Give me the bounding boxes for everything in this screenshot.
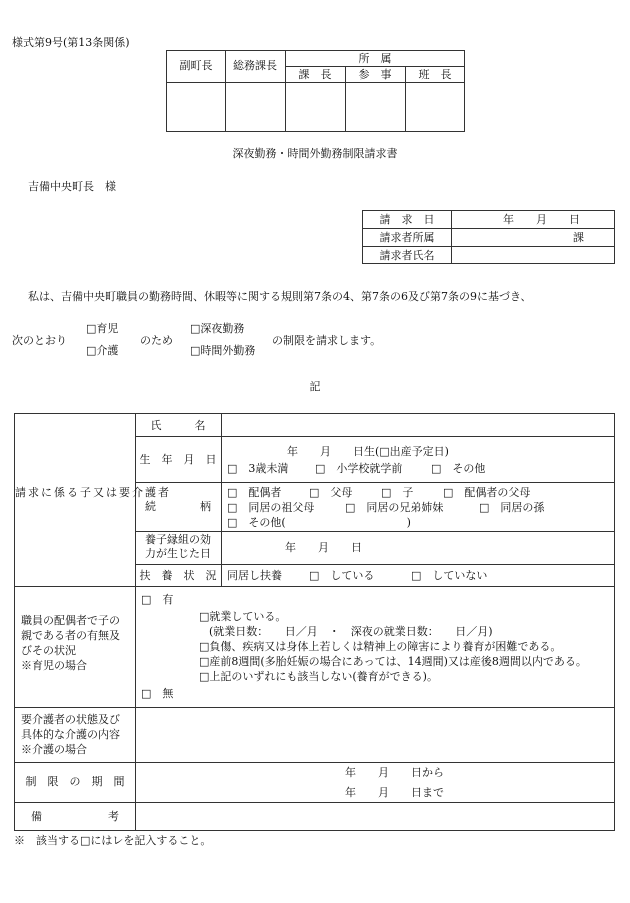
page-title: 深夜勤務・時間外勤務制限請求書 <box>232 147 398 160</box>
relation-label: 続 柄 <box>145 500 211 513</box>
adoption-label-2: 力が生じた日 <box>145 547 211 560</box>
spouse-label-2: 親である者の有無及 <box>21 629 120 642</box>
body-line-1: 私は、吉備中央町職員の勤務時間、休暇等に関する規則第7条の4、第7条の6及び第7条の9に基づき、 <box>28 290 532 303</box>
adoption-date-value[interactable]: 年 月 日 <box>285 541 362 554</box>
spouse-none-applicable-checkbox[interactable]: □上記のいずれにも該当しない(養育ができる)。 <box>199 670 438 683</box>
support-no-checkbox[interactable]: □ していない <box>411 569 488 582</box>
care-label-3: ※介護の場合 <box>21 743 87 756</box>
request-date-label: 請 求 日 <box>379 213 435 226</box>
relation-spouse-parent-checkbox[interactable]: □ 配偶者の父母 <box>443 486 531 499</box>
body-for-text: のため <box>140 334 173 347</box>
spouse-have-checkbox[interactable]: □ 有 <box>141 593 174 606</box>
general-affairs-label: 総務課長 <box>233 59 277 72</box>
care-label-2: 具体的な介護の内容 <box>21 728 120 741</box>
remarks-label: 備 考 <box>31 810 119 823</box>
spouse-working-checkbox[interactable]: □就業している。 <box>199 610 287 623</box>
relation-father-checkbox[interactable]: □ 父母 <box>309 486 353 499</box>
details-form <box>14 413 615 831</box>
purpose-childcare-checkbox[interactable]: □育児 <box>86 322 119 335</box>
vice-mayor-label: 副町長 <box>179 59 213 72</box>
form-label: 様式第9号(第13条関係) <box>12 36 130 49</box>
section-chief-label: 課 長 <box>298 68 332 81</box>
requester-dept-label: 請求者所属 <box>379 231 435 244</box>
relation-grandchild-checkbox[interactable]: □ 同居の孫 <box>479 501 545 514</box>
type-night-checkbox[interactable]: □深夜勤務 <box>190 322 245 335</box>
support-label: 扶 養 状 況 <box>139 569 217 582</box>
support-value: 同居し扶養 <box>227 569 282 582</box>
dept-label: 所 属 <box>358 52 392 65</box>
type-overtime-checkbox[interactable]: □時間外勤務 <box>190 344 256 357</box>
relation-other-checkbox[interactable]: □ その他( ) <box>227 516 411 529</box>
care-label-1: 要介護者の状態及び <box>21 713 120 726</box>
relation-child-checkbox[interactable]: □ 子 <box>381 486 414 499</box>
support-yes-checkbox[interactable]: □ している <box>309 569 375 582</box>
spouse-label-1: 職員の配偶者で子の <box>21 614 120 627</box>
birth-label: 生 年 月 日 <box>139 453 217 466</box>
relation-sibling-checkbox[interactable]: □ 同居の兄弟姉妹 <box>345 501 444 514</box>
birth-date-line[interactable]: 年 月 日生(□出産予定日) <box>287 445 449 458</box>
counselor-label: 参 事 <box>358 68 392 81</box>
period-label: 制 限 の 期 間 <box>25 775 125 788</box>
request-date-value[interactable]: 年 月 日 <box>503 213 580 226</box>
requester-info-box <box>362 210 615 264</box>
relation-spouse-checkbox[interactable]: □ 配偶者 <box>227 486 282 499</box>
requester-name-label: 請求者氏名 <box>379 249 435 262</box>
spouse-illness-checkbox[interactable]: □負傷、疾病又は身体上若しくは精神上の障害により養育が困難である。 <box>199 640 562 653</box>
purpose-nursing-checkbox[interactable]: □介護 <box>86 344 119 357</box>
spouse-working-detail[interactable]: (就業日数： 日／月 ・ 深夜の就業日数： 日／月) <box>209 625 493 638</box>
spouse-maternity-checkbox[interactable]: □産前8週間(多胎妊娠の場合にあっては、14週間)又は産後8週間以内である。 <box>199 655 587 668</box>
birth-under3-checkbox[interactable]: □ 3歳未満 <box>227 462 289 475</box>
addressee: 吉備中央町長 様 <box>28 180 116 193</box>
ki-label: 記 <box>309 380 321 393</box>
period-from[interactable]: 年 月 日から <box>345 766 444 779</box>
approval-box <box>166 50 465 132</box>
body-suffix: の制限を請求します。 <box>272 334 382 347</box>
team-leader-label: 班 長 <box>418 68 452 81</box>
birth-other-checkbox[interactable]: □ その他 <box>431 462 486 475</box>
relation-grandparent-checkbox[interactable]: □ 同居の祖父母 <box>227 501 315 514</box>
spouse-label-4: ※育児の場合 <box>21 659 87 672</box>
spouse-label-3: びその状況 <box>21 644 76 657</box>
child-name-label: 氏 名 <box>150 419 206 432</box>
spouse-none-checkbox[interactable]: □ 無 <box>141 687 174 700</box>
subject-label: 請求に係る子又は要介護者 <box>15 486 171 499</box>
period-to[interactable]: 年 月 日まで <box>345 786 444 799</box>
adoption-label-1: 養子縁組の効 <box>145 533 211 546</box>
footnote: ※ 該当する□にはレを記入すること。 <box>14 834 212 847</box>
requester-dept-value[interactable]: 課 <box>573 231 584 244</box>
birth-preschool-checkbox[interactable]: □ 小学校就学前 <box>315 462 403 475</box>
body-prefix: 次のとおり <box>12 334 67 347</box>
